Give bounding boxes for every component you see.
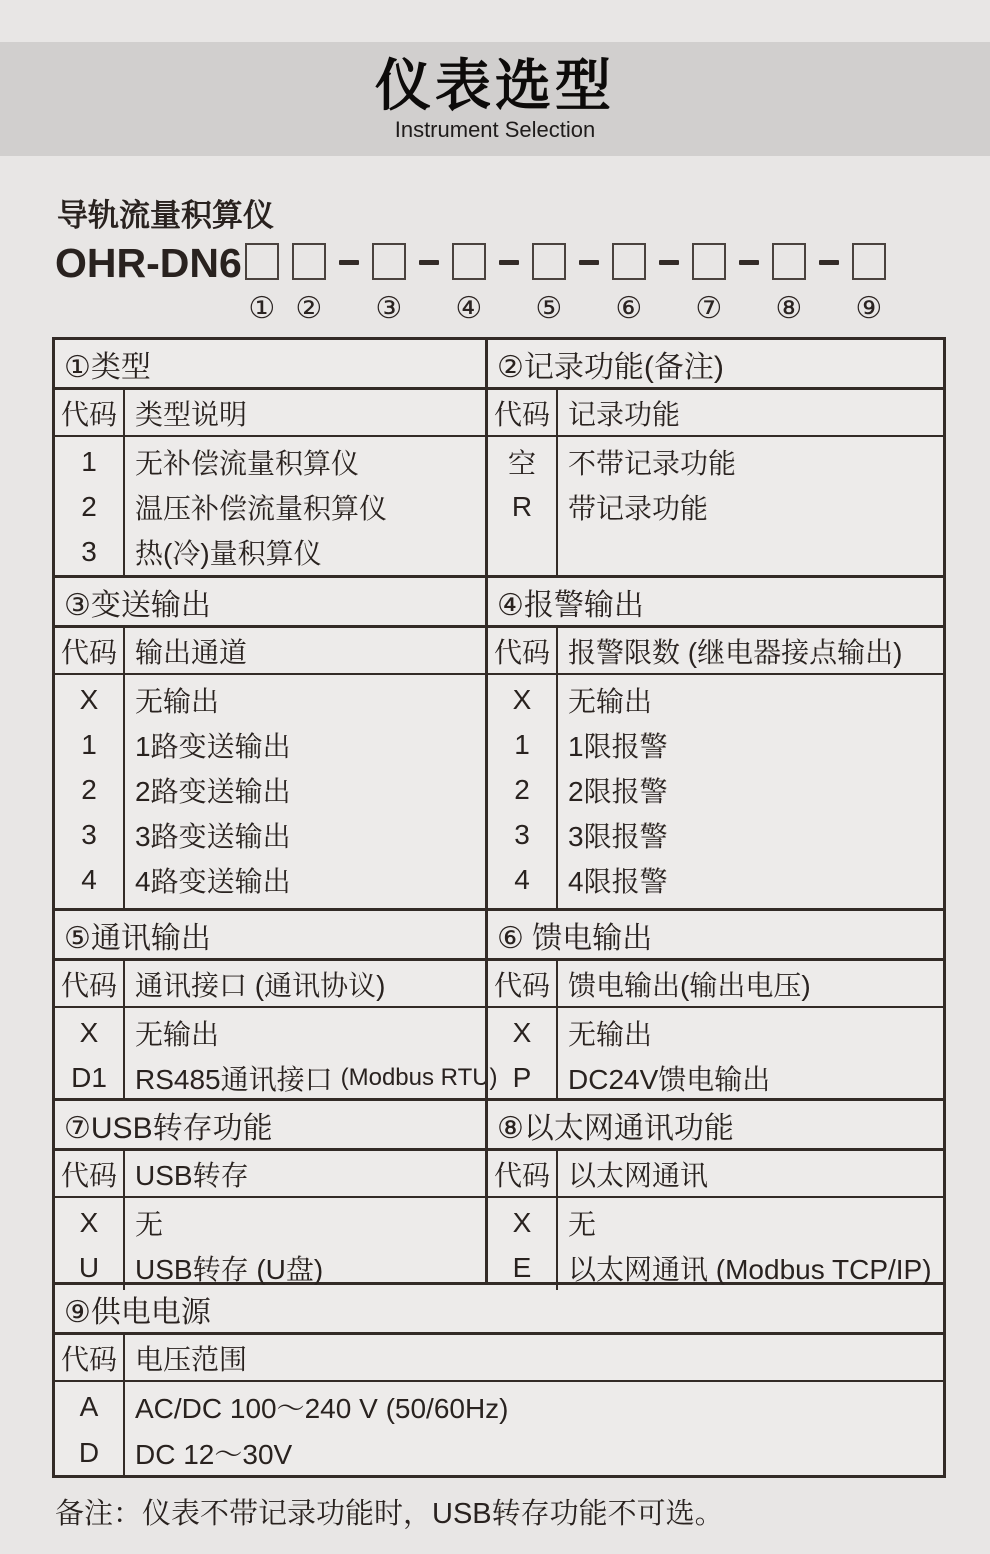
column-header-row bbox=[488, 1151, 943, 1198]
code-value: U bbox=[78, 1251, 100, 1283]
code-value: 空 bbox=[507, 447, 536, 479]
desc-value: 4限报警 bbox=[568, 865, 668, 897]
band-type-record bbox=[55, 340, 943, 575]
section-title: ⑥ 馈电输出 bbox=[488, 911, 943, 961]
position-number: ③ bbox=[375, 291, 403, 326]
position-number: ④ bbox=[455, 291, 483, 326]
data-area bbox=[488, 1008, 943, 1098]
model-position-6 bbox=[612, 243, 646, 326]
section-power-supply bbox=[55, 1285, 943, 1475]
desc-value: 以太网通讯 (Modbus TCP/IP) bbox=[568, 1253, 932, 1285]
code-value: R bbox=[511, 490, 533, 522]
model-digit-box bbox=[772, 243, 806, 280]
desc-value: 温压补偿流量积算仪 bbox=[135, 492, 388, 524]
code-column bbox=[488, 675, 558, 908]
code-header: 代码 bbox=[488, 628, 558, 673]
code-header: 代码 bbox=[55, 628, 125, 673]
dash-separator bbox=[579, 260, 599, 265]
desc-column bbox=[125, 1008, 498, 1100]
code-value: E bbox=[512, 1251, 532, 1283]
code-value: 4 bbox=[514, 863, 530, 895]
code-value: 1 bbox=[81, 445, 97, 477]
position-number: ⑤ bbox=[535, 291, 563, 326]
desc-protocol-note: (Modbus RTU) bbox=[340, 1063, 498, 1091]
desc-value: 2路变送输出 bbox=[135, 775, 291, 807]
desc-value: 无输出 bbox=[135, 1018, 220, 1050]
desc-header: 记录功能 bbox=[568, 398, 681, 430]
section-title: ⑧以太网通讯功能 bbox=[488, 1101, 943, 1151]
data-area bbox=[488, 437, 943, 575]
column-header-row bbox=[55, 1151, 485, 1198]
section-title: ④报警输出 bbox=[488, 578, 943, 628]
code-header: 代码 bbox=[488, 961, 558, 1006]
desc-value: 无 bbox=[568, 1208, 597, 1240]
desc-column bbox=[558, 675, 943, 908]
model-position-8 bbox=[772, 243, 806, 326]
desc-value: 带记录功能 bbox=[568, 492, 709, 524]
page-subtitle: Instrument Selection bbox=[394, 116, 596, 142]
desc-header: 类型说明 bbox=[135, 398, 248, 430]
desc-value: DC 12～30V bbox=[135, 1439, 293, 1470]
band-power bbox=[55, 1282, 943, 1475]
model-position-1 bbox=[245, 243, 279, 326]
section-title: ①类型 bbox=[55, 340, 485, 390]
section-title: ③变送输出 bbox=[55, 578, 485, 628]
band-usb-ethernet bbox=[55, 1098, 943, 1285]
code-value: 3 bbox=[514, 818, 530, 850]
section-usb bbox=[55, 1101, 485, 1285]
data-area bbox=[55, 675, 485, 908]
code-value: 1 bbox=[514, 728, 530, 760]
desc-value: USB转存 (U盘) bbox=[135, 1253, 324, 1285]
code-column bbox=[488, 1008, 558, 1100]
desc-header: 馈电输出(输出电压) bbox=[568, 969, 811, 1001]
code-column bbox=[55, 1008, 125, 1100]
data-area bbox=[488, 1198, 943, 1285]
code-value: 2 bbox=[81, 773, 97, 805]
column-header-row bbox=[488, 628, 943, 675]
model-position-4 bbox=[452, 243, 486, 326]
model-digit-box bbox=[692, 243, 726, 280]
section-title: ⑤通讯输出 bbox=[55, 911, 485, 961]
model-digit-box bbox=[852, 243, 886, 280]
data-area bbox=[55, 437, 485, 575]
desc-column bbox=[558, 437, 943, 575]
section-excitation-output bbox=[485, 911, 943, 1098]
data-area bbox=[55, 1198, 485, 1285]
desc-column bbox=[125, 437, 485, 575]
desc-value bbox=[135, 1055, 498, 1100]
desc-value: 1路变送输出 bbox=[135, 730, 291, 762]
code-value: X bbox=[512, 1016, 532, 1048]
model-code bbox=[55, 239, 990, 326]
data-area bbox=[55, 1382, 943, 1475]
code-value: D bbox=[78, 1437, 100, 1468]
selection-table bbox=[52, 337, 946, 1478]
product-name: 导轨流量积算仪 bbox=[57, 198, 274, 233]
dash-separator bbox=[499, 260, 519, 265]
section-title: ②记录功能(备注) bbox=[488, 340, 943, 390]
desc-value: 无补偿流量积算仪 bbox=[135, 447, 360, 479]
section-comm-output bbox=[55, 911, 498, 1098]
code-header: 代码 bbox=[55, 1335, 125, 1380]
position-number: ⑥ bbox=[615, 291, 643, 326]
position-number: ⑦ bbox=[695, 291, 723, 326]
desc-column bbox=[558, 1008, 943, 1100]
data-area bbox=[488, 675, 943, 908]
model-digit-box bbox=[612, 243, 646, 280]
code-value: X bbox=[512, 683, 532, 715]
desc-value: 3限报警 bbox=[568, 820, 668, 852]
page-banner bbox=[0, 42, 990, 156]
desc-header: USB转存 bbox=[135, 1159, 249, 1191]
code-value: 2 bbox=[81, 490, 97, 522]
desc-value: 3路变送输出 bbox=[135, 820, 291, 852]
model-position-3 bbox=[372, 243, 406, 326]
desc-header: 以太网通讯 bbox=[568, 1159, 709, 1191]
desc-value: 无 bbox=[135, 1208, 164, 1240]
band-transmit-alarm bbox=[55, 575, 943, 908]
desc-value: 无输出 bbox=[568, 685, 653, 717]
desc-header: 电压范围 bbox=[135, 1343, 248, 1375]
section-alarm-output bbox=[485, 578, 943, 908]
desc-value: 不带记录功能 bbox=[568, 447, 737, 479]
code-value: 1 bbox=[81, 728, 97, 760]
model-position-5 bbox=[532, 243, 566, 326]
code-value: X bbox=[79, 1016, 99, 1048]
desc-column bbox=[125, 1382, 943, 1476]
desc-header: 通讯接口 (通讯协议) bbox=[135, 969, 386, 1001]
section-type bbox=[55, 340, 485, 575]
section-ethernet bbox=[485, 1101, 943, 1285]
column-header-row bbox=[488, 961, 943, 1008]
desc-value: DC24V馈电输出 bbox=[568, 1063, 771, 1095]
code-header: 代码 bbox=[55, 1151, 125, 1196]
footer-note: 备注：仪表不带记录功能时，USB转存功能不可选。 bbox=[55, 1498, 724, 1530]
model-position-7 bbox=[692, 243, 726, 326]
model-digit-box bbox=[292, 243, 326, 280]
code-header: 代码 bbox=[488, 390, 558, 435]
column-header-row bbox=[55, 1335, 943, 1382]
dash-separator bbox=[419, 260, 439, 265]
desc-main: RS485通讯接口 bbox=[135, 1063, 333, 1095]
section-transmit-output bbox=[55, 578, 485, 908]
model-position-9 bbox=[852, 243, 886, 326]
data-area bbox=[55, 1008, 498, 1098]
position-number: ⑧ bbox=[775, 291, 803, 326]
model-digit-box bbox=[245, 243, 279, 280]
desc-value: 无输出 bbox=[568, 1018, 653, 1050]
model-prefix: OHR-DN6 bbox=[55, 239, 242, 286]
desc-header: 报警限数 (继电器接点输出) bbox=[568, 636, 903, 668]
model-digit-box bbox=[372, 243, 406, 280]
code-column bbox=[55, 1198, 125, 1290]
dash-separator bbox=[739, 260, 759, 265]
column-header-row bbox=[55, 628, 485, 675]
code-value: D1 bbox=[71, 1061, 107, 1093]
position-number: ① bbox=[248, 291, 276, 326]
code-value: P bbox=[512, 1061, 532, 1093]
code-value: X bbox=[512, 1206, 532, 1238]
code-header: 代码 bbox=[55, 390, 125, 435]
code-column bbox=[488, 1198, 558, 1290]
section-record bbox=[485, 340, 943, 575]
desc-value: 4路变送输出 bbox=[135, 865, 291, 897]
desc-header: 输出通道 bbox=[135, 636, 248, 668]
band-comm-excitation bbox=[55, 908, 943, 1098]
code-column bbox=[55, 1382, 125, 1476]
model-digit-box bbox=[532, 243, 566, 280]
column-header-row bbox=[55, 390, 485, 437]
desc-column bbox=[125, 1198, 485, 1290]
position-number: ② bbox=[295, 291, 323, 326]
code-value: 3 bbox=[81, 535, 97, 567]
code-value: 4 bbox=[81, 863, 97, 895]
desc-value: 无输出 bbox=[135, 685, 220, 717]
dash-separator bbox=[339, 260, 359, 265]
column-header-row bbox=[488, 390, 943, 437]
position-number: ⑨ bbox=[855, 291, 883, 326]
column-header-row bbox=[55, 961, 485, 1008]
code-column bbox=[488, 437, 558, 575]
code-value: 3 bbox=[81, 818, 97, 850]
code-value: X bbox=[79, 683, 99, 715]
dash-separator bbox=[659, 260, 679, 265]
model-position-2 bbox=[292, 243, 326, 326]
code-column bbox=[55, 437, 125, 575]
desc-value: 2限报警 bbox=[568, 775, 668, 807]
code-header: 代码 bbox=[488, 1151, 558, 1196]
code-header: 代码 bbox=[55, 961, 125, 1006]
page-title: 仪表选型 bbox=[375, 53, 615, 117]
code-value: 2 bbox=[514, 773, 530, 805]
code-value: X bbox=[79, 1206, 99, 1238]
code-value: A bbox=[79, 1391, 99, 1422]
section-title: ⑨供电电源 bbox=[55, 1285, 943, 1335]
desc-value: 热(冷)量积算仪 bbox=[135, 537, 322, 569]
code-column bbox=[55, 675, 125, 908]
desc-column bbox=[125, 675, 485, 908]
section-title: ⑦USB转存功能 bbox=[55, 1101, 485, 1151]
desc-value: AC/DC 100～240 V (50/60Hz) bbox=[135, 1393, 509, 1424]
desc-value: 1限报警 bbox=[568, 730, 668, 762]
dash-separator bbox=[819, 260, 839, 265]
desc-column bbox=[558, 1198, 943, 1290]
model-digit-box bbox=[452, 243, 486, 280]
